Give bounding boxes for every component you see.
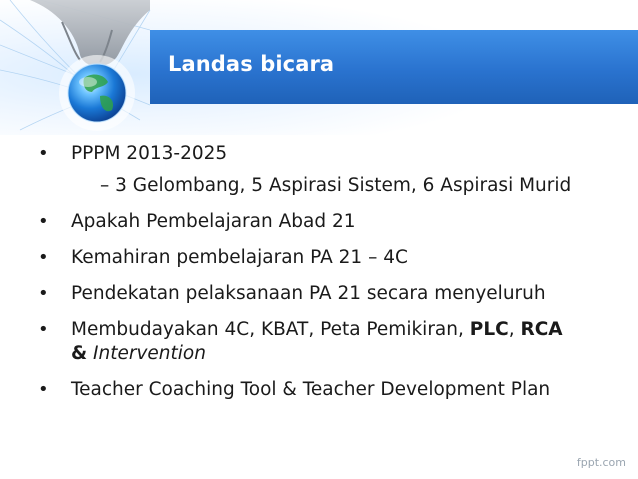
bullet-item bbox=[38, 318, 628, 366]
bullet-item bbox=[38, 210, 628, 234]
bullet-glyph: • bbox=[38, 319, 49, 340]
bullet-item bbox=[38, 378, 628, 402]
slide-title: Landas bicara bbox=[168, 52, 335, 76]
intervention-text: Intervention bbox=[93, 343, 206, 364]
bullet-glyph: • bbox=[38, 143, 49, 164]
comma-text: , bbox=[508, 319, 521, 340]
watermark: fppt.com bbox=[576, 456, 626, 469]
bullet-text: Kemahiran pembelajaran PA 21 – 4C bbox=[71, 247, 408, 268]
sub-bullet-item bbox=[38, 174, 628, 198]
bullet-text: Teacher Coaching Tool & Teacher Development Plan bbox=[71, 379, 551, 400]
sub-bullet-text: – 3 Gelombang, 5 Aspirasi Sistem, 6 Aspirasi Murid bbox=[100, 175, 572, 196]
rca-text: RCA bbox=[520, 319, 563, 340]
bullet-item bbox=[38, 246, 628, 270]
bullet-text: Pendekatan pelaksanaan PA 21 secara menyeluruh bbox=[71, 283, 546, 304]
bullet-text-pre: Membudayakan 4C, KBAT, Peta Pemikiran, bbox=[71, 319, 470, 340]
ampersand-text: & bbox=[71, 343, 88, 364]
bullet-list bbox=[38, 142, 628, 414]
bullet-text: PPPM 2013-2025 bbox=[71, 143, 228, 164]
plc-text: PLC bbox=[469, 319, 509, 340]
bullet-glyph: • bbox=[38, 379, 49, 400]
bullet-item bbox=[38, 282, 628, 306]
bullet-glyph: • bbox=[38, 283, 49, 304]
bullet-text-line2 bbox=[71, 342, 628, 366]
bullet-item bbox=[38, 142, 628, 166]
bullet-glyph: • bbox=[38, 247, 49, 268]
bullet-text: Apakah Pembelajaran Abad 21 bbox=[71, 211, 356, 232]
bullet-glyph: • bbox=[38, 211, 49, 232]
